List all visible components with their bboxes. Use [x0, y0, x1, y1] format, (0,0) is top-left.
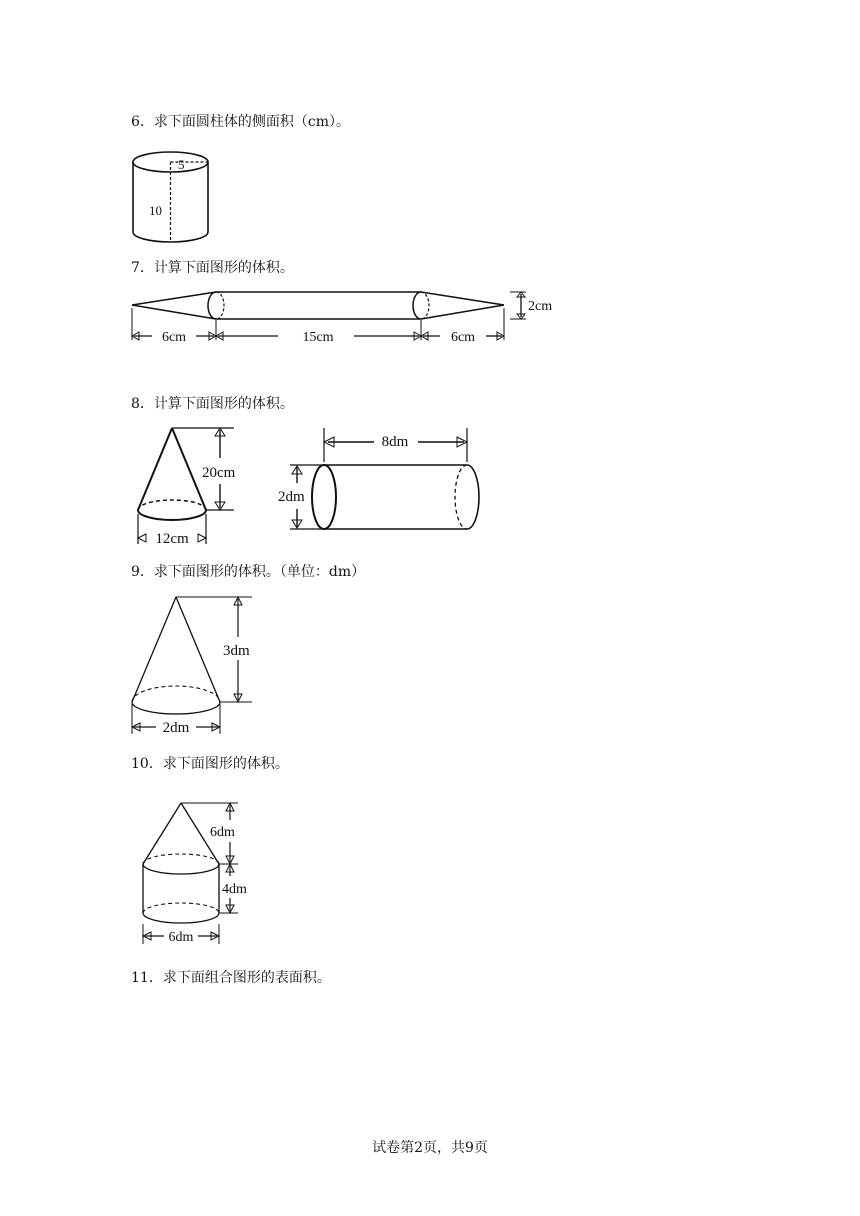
- question-7: [131, 259, 294, 277]
- left-cone-length-label: 6cm: [161, 330, 187, 345]
- question-text: 求下面图形的体积。（单位：dm）: [153, 564, 366, 580]
- cylinder-figure-q6: [128, 148, 214, 246]
- question-number: 7．: [131, 260, 154, 276]
- question-text: 计算下面图形的体积。: [153, 396, 294, 412]
- diameter-label: 2cm: [528, 299, 553, 314]
- question-text: 求下面组合图形的表面积。: [162, 970, 331, 986]
- question-text: 求下面图形的体积。: [162, 756, 289, 772]
- question-number: 6．: [131, 114, 154, 130]
- cone-height-label: 20cm: [202, 465, 236, 481]
- cone-base-label: 12cm: [155, 531, 189, 547]
- question-text: 计算下面图形的体积。: [153, 260, 294, 276]
- question-text: 求下面圆柱体的侧面积（cm）。: [153, 114, 351, 130]
- cone-height-label: 6dm: [210, 825, 235, 840]
- question-number: 8．: [131, 396, 154, 412]
- cone-on-cylinder-figure-q10: [138, 798, 258, 950]
- height-label: 10: [149, 203, 162, 218]
- question-number: 11．: [131, 970, 163, 986]
- cylinder-diameter-label: 2dm: [278, 489, 305, 505]
- page-footer: 试卷第2页，共9页: [372, 1140, 488, 1156]
- right-cone-length-label: 6cm: [450, 330, 476, 345]
- cone-figure-q9: [128, 592, 268, 740]
- cylinder-length-label: 8dm: [381, 434, 409, 450]
- question-10: [131, 755, 289, 773]
- question-9: [131, 563, 365, 581]
- cylinder-height-label: 4dm: [222, 882, 247, 897]
- composite-cone-cylinder-figure-q7: [128, 286, 568, 348]
- question-11: [131, 969, 331, 987]
- cone-figure-q8: [128, 422, 248, 548]
- cone-base-label: 2dm: [162, 720, 190, 736]
- radius-label: 5: [178, 157, 185, 172]
- cylinder-figure-q8: [278, 426, 484, 536]
- question-number: 10．: [131, 756, 163, 772]
- question-6: [131, 113, 350, 131]
- cone-height-label: 3dm: [223, 643, 250, 659]
- base-diameter-label: 6dm: [168, 930, 194, 945]
- question-8: [131, 395, 294, 413]
- question-number: 9．: [131, 564, 154, 580]
- cylinder-length-label: 15cm: [302, 330, 334, 345]
